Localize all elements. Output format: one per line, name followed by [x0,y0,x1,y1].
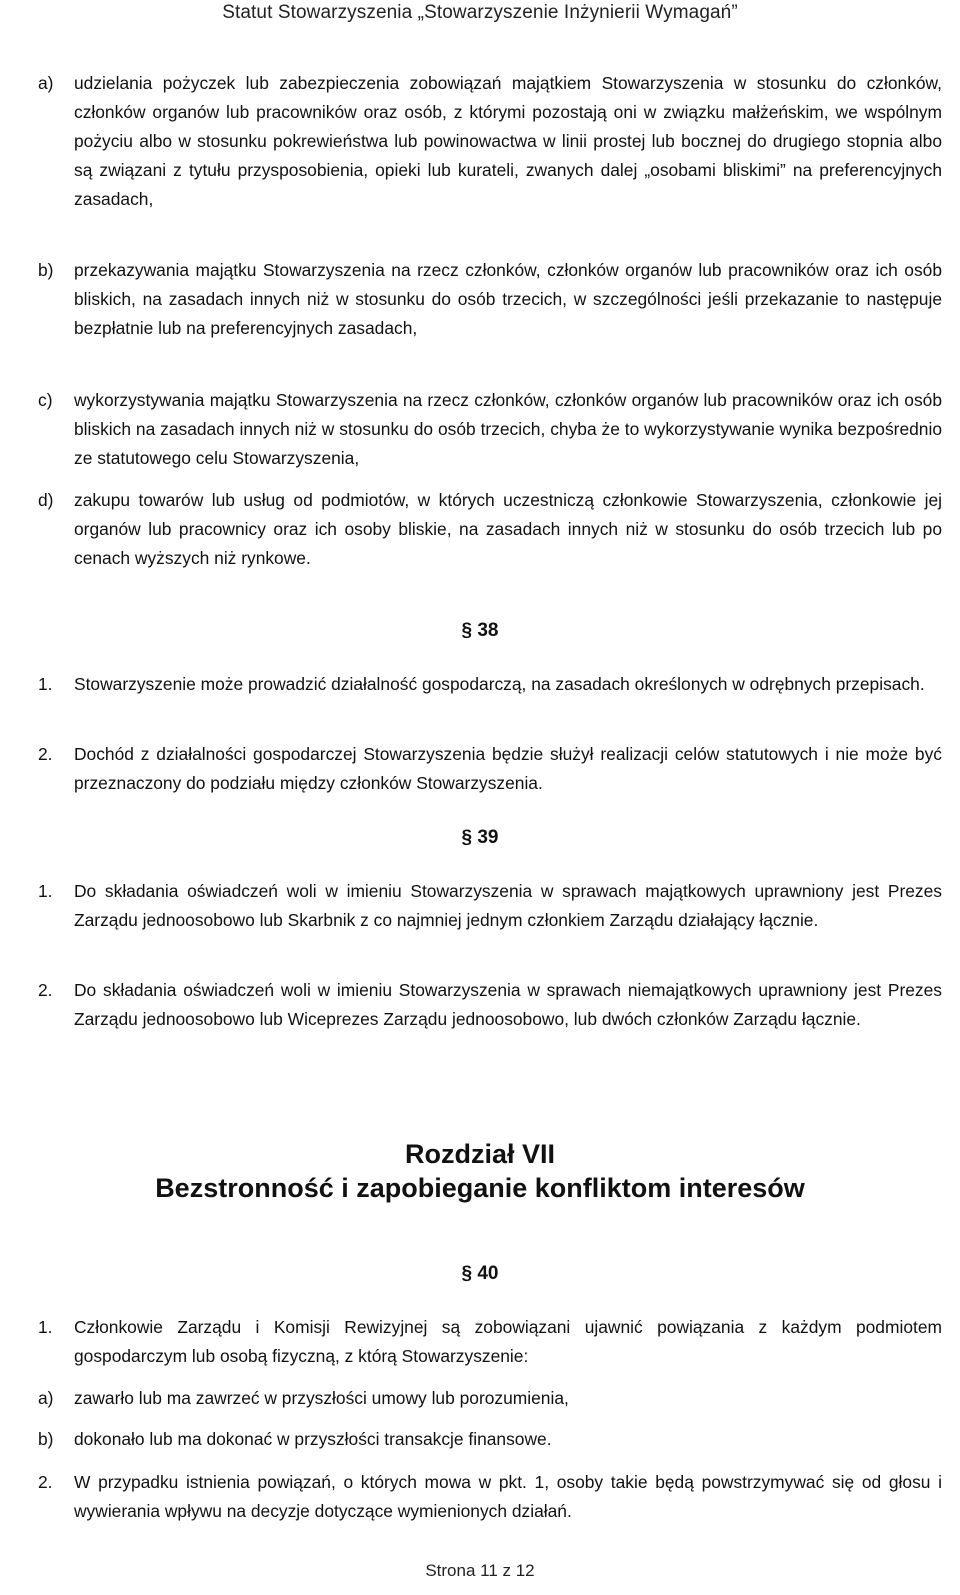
subpoint-label: a) [38,1388,54,1408]
item-label: a) [38,73,54,93]
chapter-title: Bezstronność i zapobieganie konfliktom interesów [155,1173,805,1203]
point-text: Członkowie Zarządu i Komisji Rewizyjnej są zobowiązani ujawnić powiązania z każdym podmiotem gospodarczym lub osobą fizyczną, z którą Stowarzyszenie: [74,1317,942,1366]
point-text: Dochód z działalności gospodarczej Stowarzyszenia będzie służył realizacji celów statutowych i nie może być przeznaczony do podziału między członków Stowarzyszenia. [74,744,942,793]
point-text: Stowarzyszenie może prowadzić działalność gospodarczą, na zasadach określonych w odrębnych przepisach. [74,674,925,694]
section-heading-39: § 39 [461,827,499,848]
page-footer: Strona 11 z 12 [425,1561,535,1580]
point-label: 1. [38,1317,53,1337]
section-40-point-1 [38,1313,942,1371]
item-text: udzielania pożyczek lub zabezpieczenia zobowiązań majątkiem Stowarzyszenia w stosunku do członków, członków organów lub pracowników oraz osób, z którymi pozostają oni w związku małżeńskim, we wspólnym pożyciu albo w stosunku pokrewieństwa lub powinowactwa w linii prostej lub bocznej do drugiego stopnia albo są związani z tytułu przysposobienia, opieki lub kurateli, zwanych dalej „osobami bliskimi” na preferencyjnych zasadach, [74,73,942,209]
point-label: 2. [38,744,53,764]
list-item-a [38,69,942,214]
list-item-b [38,256,942,343]
section-heading-40: § 40 [461,1263,499,1284]
point-text: Do składania oświadczeń woli w imieniu Stowarzyszenia w sprawach majątkowych uprawniony jest Prezes Zarządu jednoosobowo lub Skarbnik z co najmniej jednym członkiem Zarządu działający łącznie. [74,881,942,930]
section-39-point-2 [38,976,942,1034]
point-label: 2. [38,980,53,1000]
section-heading-38: § 38 [461,620,499,641]
chapter-number: Rozdział VII [404,1139,556,1169]
list-item-c [38,386,942,473]
point-label: 1. [38,881,53,901]
section-38-point-1 [38,670,942,699]
point-label: 2. [38,1472,53,1492]
section-38-point-2 [38,740,942,798]
section-40-point-2 [38,1468,942,1526]
list-item-d [38,486,942,573]
item-label: d) [38,490,54,510]
item-text: wykorzystywania majątku Stowarzyszenia na rzecz członków, członków organów lub pracowników oraz ich osób bliskich na zasadach innych niż w stosunku do osób trzecich, chyba że to wykorzystywanie wynika bezpośrednio ze statutowego celu Stowarzyszenia, [74,390,942,468]
subpoint-text: zawarło lub ma zawrzeć w przyszłości umowy lub porozumienia, [74,1388,569,1408]
item-label: c) [38,390,53,410]
subpoint-text: dokonało lub ma dokonać w przyszłości transakcje finansowe. [74,1429,552,1449]
item-text: przekazywania majątku Stowarzyszenia na rzecz członków, członków organów lub pracowników oraz ich osób bliskich, na zasadach innych niż w stosunku do osób trzecich, w szczególności jeśli przekazanie to następuje bezpłatnie lub na preferencyjnych zasadach, [74,260,942,338]
point-text: Do składania oświadczeń woli w imieniu Stowarzyszenia w sprawach niemajątkowych uprawniony jest Prezes Zarządu jednoosobowo lub Wiceprezes Zarządu jednoosobowo, lub dwóch członków Zarządu łącznie. [74,980,942,1029]
item-label: b) [38,260,54,280]
section-40-subpoint-a [38,1384,942,1413]
point-text: W przypadku istnienia powiązań, o których mowa w pkt. 1, osoby takie będą powstrzymywać się od głosu i wywierania wpływu na decyzje dotyczące wymienionych działań. [74,1472,942,1521]
section-40-subpoint-b [38,1425,942,1454]
item-text: zakupu towarów lub usług od podmiotów, w których uczestniczą członkowie Stowarzyszenia, członkowie jej organów lub pracownicy oraz ich osoby bliskie, na zasadach innych niż w stosunku do osób trzecich lub po cenach wyższych niż rynkowe. [74,490,942,568]
section-39-point-1 [38,877,942,935]
page-header: Statut Stowarzyszenia „Stowarzyszenie Inżynierii Wymagań” [222,2,738,23]
point-label: 1. [38,674,53,694]
subpoint-label: b) [38,1429,54,1449]
